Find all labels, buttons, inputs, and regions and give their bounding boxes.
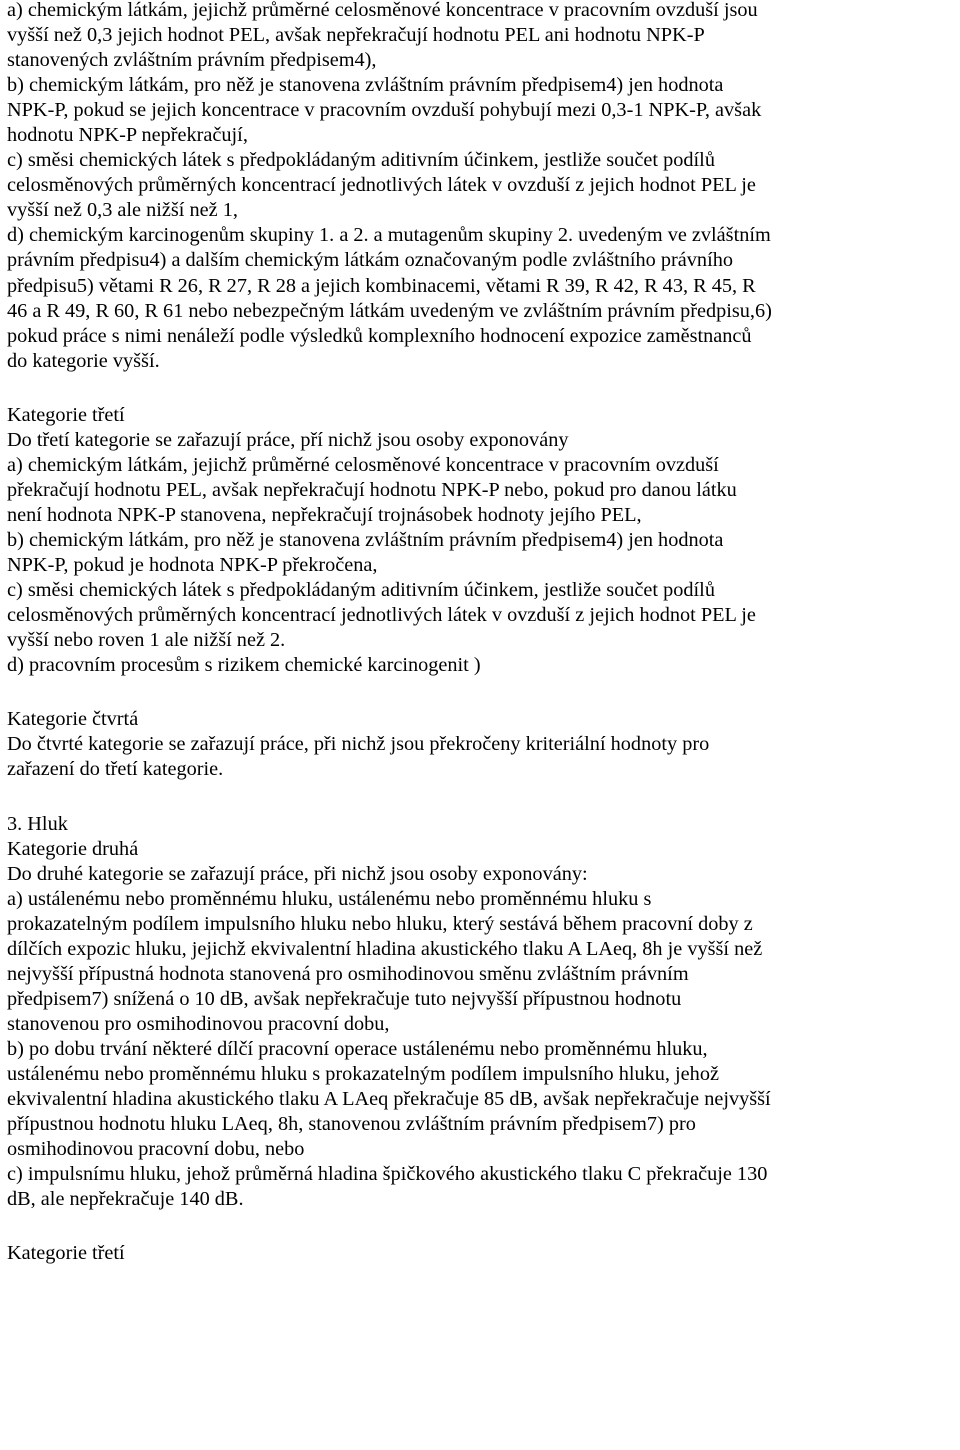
text-line: dílčích expozic hluku, jejichž ekvivalentní hladina akustického tlaku A LAeq, 8h je vyšší než	[7, 937, 763, 960]
text-line: b) chemickým látkám, pro něž je stanovena zvláštním právním předpisem4) jen hodnota	[7, 74, 724, 97]
text-line: Do druhé kategorie se zařazují práce, při nichž jsou osoby exponovány:	[7, 862, 588, 885]
text-line: vyšší než 0,3 ale nižší než 1,	[7, 199, 238, 222]
text-line: Do třetí kategorie se zařazují práce, pří nichž jsou osoby exponovány	[7, 428, 569, 451]
text-line: stanovenou pro osmihodinovou pracovní dobu,	[7, 1012, 390, 1035]
text-line: zařazení do třetí kategorie.	[7, 758, 224, 781]
text-line: d) chemickým karcinogenům skupiny 1. a 2. a mutagenům skupiny 2. uvedeným ve zvláštním	[7, 224, 771, 247]
text-line: Kategorie druhá	[7, 837, 139, 860]
text-line: není hodnota NPK-P stanovena, nepřekračují trojnásobek hodnoty jejího PEL,	[7, 503, 642, 526]
text-line: a) chemickým látkám, jejichž průměrné celosměnové koncentrace v pracovním ovzduší	[7, 453, 719, 476]
text-line: Kategorie třetí	[7, 403, 125, 426]
text-line: c) směsi chemických látek s předpokládaným aditivním účinkem, jestliže součet podílů	[7, 579, 715, 602]
text-line: Kategorie třetí	[7, 1242, 125, 1265]
text-line: 46 a R 49, R 60, R 61 nebo nebezpečným látkám uvedeným ve zvláštním právním předpisu,6)	[7, 299, 772, 322]
text-line: právním předpisu4) a dalším chemickým látkám označovaným podle zvláštního právního	[7, 249, 733, 272]
text-line: Do čtvrté kategorie se zařazují práce, při nichž jsou překročeny kriteriální hodnoty pro	[7, 733, 710, 756]
text-line: c) směsi chemických látek s předpokládaným aditivním účinkem, jestliže součet podílů	[7, 149, 715, 172]
text-line: do kategorie vyšší.	[7, 349, 160, 372]
text-line: vyšší než 0,3 jejich hodnot PEL, avšak nepřekračují hodnotu PEL ani hodnotu NPK-P	[7, 24, 705, 47]
text-line: 3. Hluk	[7, 812, 68, 835]
text-line: NPK-P, pokud je hodnota NPK-P překročena,	[7, 554, 378, 577]
text-line: ekvivalentní hladina akustického tlaku A LAeq překračuje 85 dB, avšak nepřekračuje nejvyšší	[7, 1088, 771, 1111]
text-line: d) pracovním procesům s rizikem chemické karcinogenit )	[7, 654, 481, 677]
text-line: dB, ale nepřekračuje 140 dB.	[7, 1188, 244, 1211]
text-line: nejvyšší přípustná hodnota stanovená pro osmihodinovou směnu zvláštním právním	[7, 962, 689, 985]
text-line: b) chemickým látkám, pro něž je stanovena zvláštním právním předpisem4) jen hodnota	[7, 528, 724, 551]
text-line: celosměnových průměrných koncentrací jednotlivých látek v ovzduší z jejich hodnot PEL je	[7, 604, 756, 627]
text-line: NPK-P, pokud se jejich koncentrace v pracovním ovzduší pohybují mezi 0,3-1 NPK-P, avšak	[7, 99, 762, 122]
text-line: předpisem7) snížená o 10 dB, avšak nepřekračuje tuto nejvyšší přípustnou hodnotu	[7, 987, 682, 1010]
text-line: osmihodinovou pracovní dobu, nebo	[7, 1138, 305, 1161]
text-line: přípustnou hodnotu hluku LAeq, 8h, stanovenou zvláštním právním předpisem7) pro	[7, 1113, 696, 1136]
text-line: hodnotu NPK-P nepřekračují,	[7, 124, 248, 147]
text-line: překračují hodnotu PEL, avšak nepřekračují hodnotu NPK-P nebo, pokud pro danou látku	[7, 478, 737, 501]
text-line: stanovených zvláštním právním předpisem4),	[7, 49, 377, 72]
text-line: Kategorie čtvrtá	[7, 708, 139, 731]
text-line: prokazatelným podílem impulsního hluku nebo hluku, který sestává během pracovní doby z	[7, 912, 753, 935]
text-line: a) ustálenému nebo proměnnému hluku, ustálenému nebo proměnnému hluku s	[7, 887, 652, 910]
text-line: celosměnových průměrných koncentrací jednotlivých látek v ovzduší z jejich hodnot PEL je	[7, 174, 756, 197]
text-line: pokud práce s nimi nenáleží podle výsledků komplexního hodnocení expozice zaměstnanců	[7, 324, 752, 347]
text-line: a) chemickým látkám, jejichž průměrné celosměnové koncentrace v pracovním ovzduší jsou	[7, 0, 758, 21]
text-line: b) po dobu trvání některé dílčí pracovní operace ustálenému nebo proměnnému hluku,	[7, 1037, 708, 1060]
text-line: předpisu5) větami R 26, R 27, R 28 a jejich kombinacemi, větami R 39, R 42, R 43, R 45, R	[7, 274, 756, 297]
text-line: ustálenému nebo proměnnému hluku s prokazatelným podílem impulsního hluku, jehož	[7, 1062, 719, 1085]
text-line: vyšší nebo roven 1 ale nižší než 2.	[7, 629, 286, 652]
text-line: c) impulsnímu hluku, jehož průměrná hladina špičkového akustického tlaku C překračuje 130	[7, 1163, 768, 1186]
